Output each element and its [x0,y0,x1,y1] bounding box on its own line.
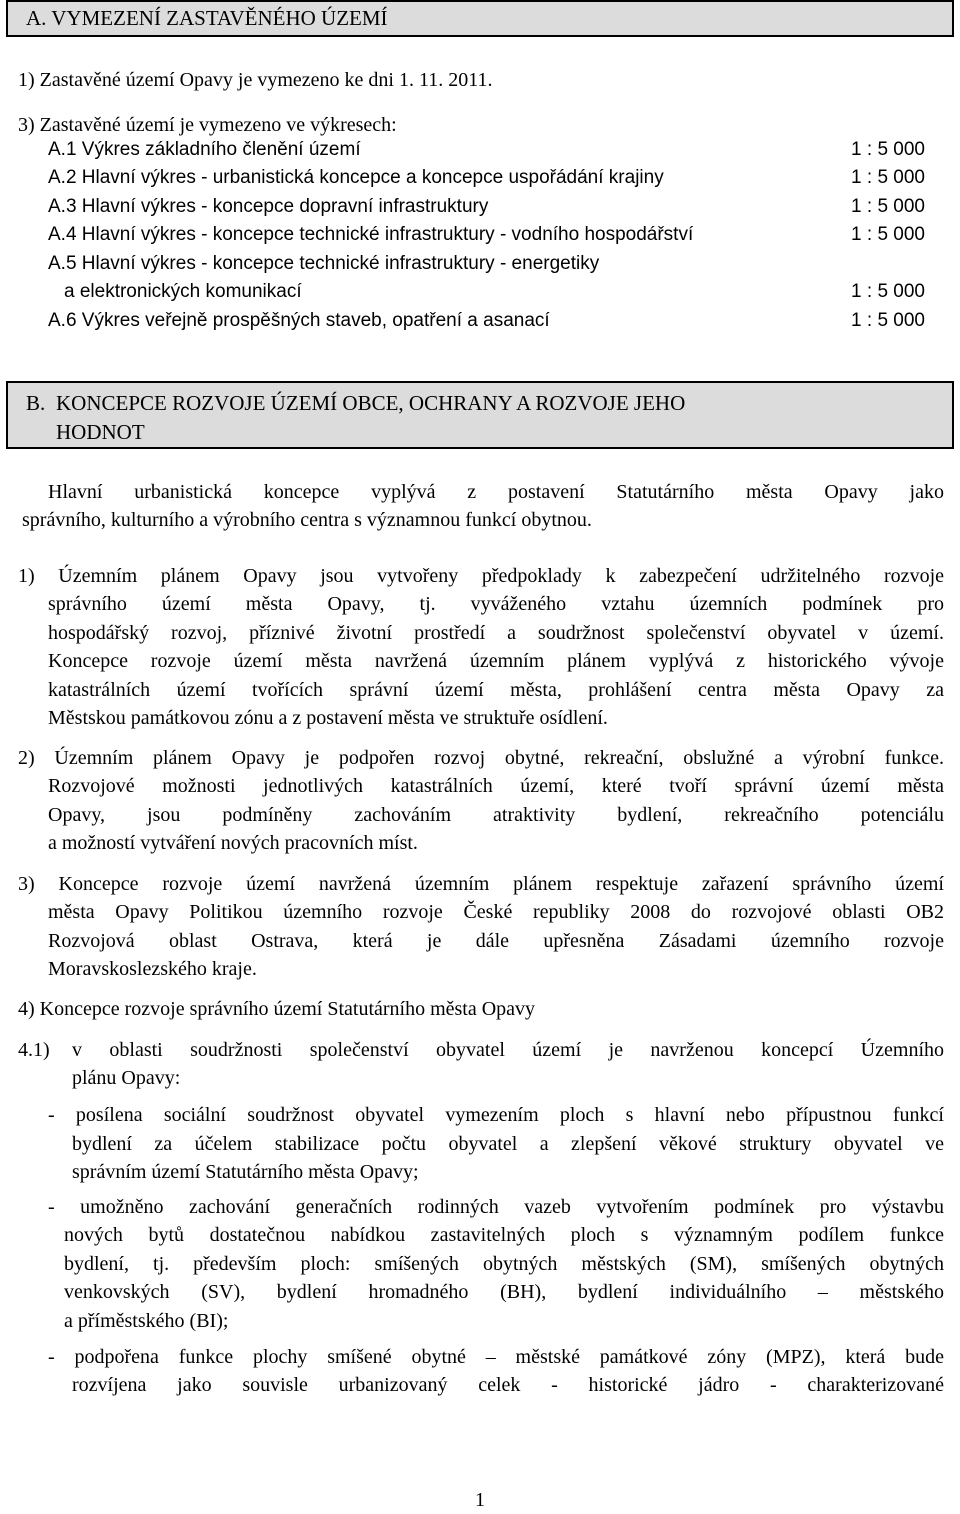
map-scale: 1 : 5 000 [851,224,925,245]
item1-line: Koncepce rozvoje území města navržená územním plánem vyplývá z historického vývoje [48,650,944,672]
bullet2-line: venkovských (SV), bydlení hromadného (BH), bydlení individuálního – městského [64,1281,944,1303]
item41-line: plánu Opavy: [72,1067,181,1089]
bullet2-line: bydlení, tj. především ploch: smíšených obytných městských (SM), smíšených obytných [64,1253,944,1275]
map-list-item [48,307,925,336]
item3-line: města Opavy Politikou územního rozvoje České republiky 2008 do rozvojové oblasti OB2 [48,901,944,923]
item2-line: 2) Územním plánem Opavy je podpořen rozvoj obytné, rekreační, obslužné a výrobní funkce. [18,747,944,769]
map-list-item [64,278,925,307]
bullet2-line: - umožněno zachování generačních rodinných vazeb vytvořením podmínek pro výstavbu [48,1196,944,1218]
item41-number: 4.1) [18,1039,50,1061]
para-3: 3) Zastavěné území je vymezeno ve výkresech: [18,114,397,136]
para-1: 1) Zastavěné území Opavy je vymezeno ke dni 1. 11. 2011. [18,69,493,91]
item3-line: Moravskoslezského kraje. [48,958,257,980]
item2-line: Opavy, jsou podmíněny zachováním atraktivity bydlení, rekreačního potenciálu [48,804,944,826]
item2-line: a možností vytváření nových pracovních míst. [48,832,418,854]
item3-line: Rozvojová oblast Ostrava, která je dále upřesněna Zásadami územního rozvoje [48,930,944,952]
map-list-item [48,136,925,165]
map-list-item [48,221,925,250]
section-a-heading: A. VYMEZENÍ ZASTAVĚNÉHO ÚZEMÍ [6,0,954,37]
bullet3-line: - podpořena funkce plochy smíšené obytné – městské památkové zóny (MPZ), která bude [48,1346,944,1368]
map-title: A.4 Hlavní výkres - koncepce technické infrastruktury - vodního hospodářství [48,224,694,245]
item3-line: 3) Koncepce rozvoje území navržená územním plánem respektuje zařazení správního území [18,873,944,895]
bullet2-line: nových bytů dostatečnou nabídkou zastavitelných ploch s významným podílem funkce [64,1224,944,1246]
map-scale: 1 : 5 000 [851,167,925,188]
bullet1-line: bydlení za účelem stabilizace počtu obyvatel a zlepšení věkové struktury obyvatel ve [72,1133,944,1155]
map-scale [829,250,925,279]
map-scale: 1 : 5 000 [851,310,925,331]
map-list-item [48,193,925,222]
item1-line: 1) Územním plánem Opavy jsou vytvořeny předpoklady k zabezpečení udržitelného rozvoje [18,565,944,587]
section-b-heading [6,381,954,449]
section-b-number: B. [26,391,46,415]
map-list-item [48,250,925,279]
bullet1-line: - posílena sociální soudržnost obyvatel vymezením ploch s hlavní nebo přípustnou funkcí [48,1104,944,1126]
item1-line: Městskou památkovou zónu a z postavení města ve struktuře osídlení. [48,707,608,729]
map-title: A.5 Hlavní výkres - koncepce technické infrastruktury - energetiky [48,253,600,274]
map-scale: 1 : 5 000 [851,281,925,302]
map-title: A.3 Hlavní výkres - koncepce dopravní infrastruktury [48,196,489,217]
item2-line: Rozvojové možnosti jednotlivých katastrálních území, které tvoří správní území města [48,775,944,797]
map-title: a elektronických komunikací [64,281,302,302]
page-number: 1 [475,1489,485,1511]
item1-line: správního území města Opavy, tj. vyváženého vztahu územních podmínek pro [48,593,944,615]
map-scale: 1 : 5 000 [851,139,925,160]
section-b-title-line1: KONCEPCE ROZVOJE ÚZEMÍ OBCE, OCHRANY A ROZVOJE JEHO [56,391,686,415]
bullet3-line: rozvíjena jako souvisle urbanizovaný celek - historické jádro - charakterizované [72,1374,944,1396]
map-list-item [48,164,925,193]
bullet1-line: správním území Statutárního města Opavy; [72,1161,419,1183]
map-title: A.6 Výkres veřejně prospěšných staveb, opatření a asanací [48,310,550,331]
section-b-title-line2: HODNOT [56,420,145,444]
bullet2-line: a příměstského (BI); [64,1310,229,1332]
map-title: A.1 Výkres základního členění území [48,139,361,160]
intro-line: správního, kulturního a výrobního centra s významnou funkcí obytnou. [22,509,592,531]
map-title: A.2 Hlavní výkres - urbanistická koncepce a koncepce uspořádání krajiny [48,167,664,188]
map-scale: 1 : 5 000 [851,196,925,217]
intro-line: Hlavní urbanistická koncepce vyplývá z postavení Statutárního města Opavy jako [48,481,944,503]
item1-line: hospodářský rozvoj, příznivé životní prostředí a soudržnost společenství obyvatel v území. [48,622,944,644]
item41-line: v oblasti soudržnosti společenství obyvatel území je navrženou koncepcí Územního [72,1039,944,1061]
item4-heading: 4) Koncepce rozvoje správního území Statutárního města Opavy [18,998,536,1020]
item1-line: katastrálních území tvořících správní území města, prohlášení centra města Opavy za [48,679,944,701]
